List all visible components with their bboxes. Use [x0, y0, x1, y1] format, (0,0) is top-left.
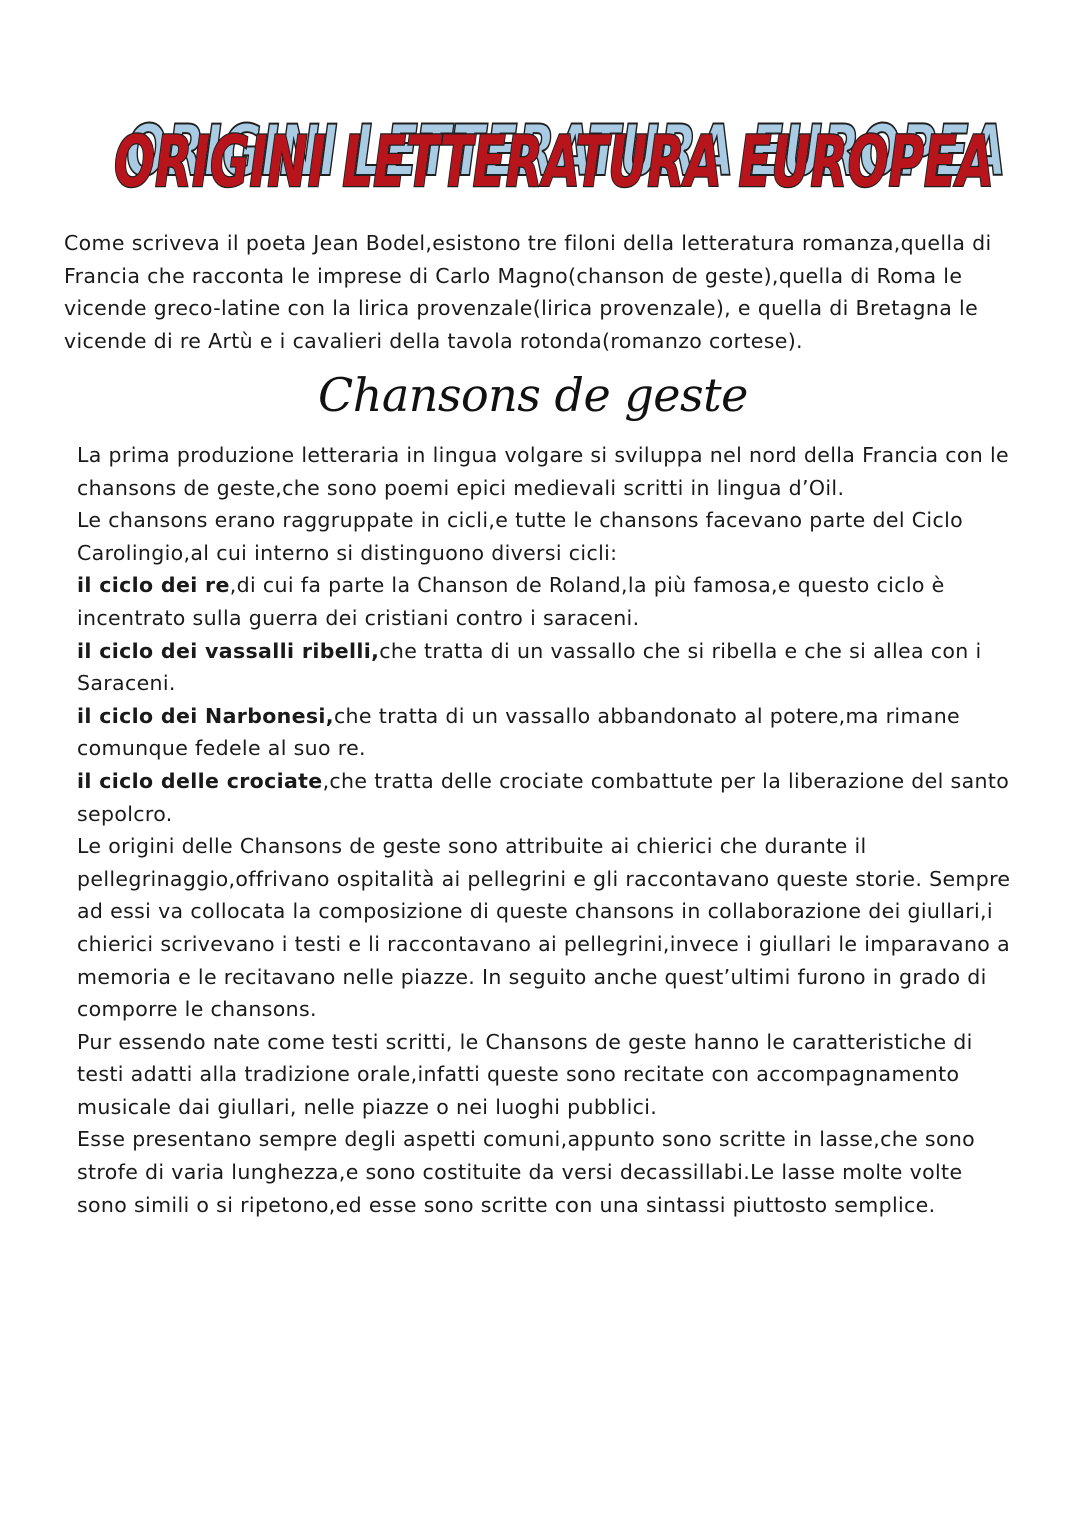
cycle-label: il ciclo delle crociate	[77, 768, 323, 793]
banner-title-shadow: ORIGINI LETTERATURA EUROPEA	[126, 114, 1006, 192]
banner-title: ORIGINI LETTERATURA EUROPEA	[114, 121, 994, 198]
cycle-item	[77, 700, 1017, 765]
cycle-item	[77, 765, 1017, 830]
paragraph-tradizione-orale: Pur essendo nate come testi scritti, le Chansons de geste hanno le caratteristiche di testi adatti alla tradizione orale,infatti queste sono recitate con accompagnamento musicale dai giullari, nelle piazze o nei luoghi pubblici.	[77, 1029, 973, 1119]
cycle-text: ,di cui fa parte la Chanson de Roland,la più famosa,e questo ciclo è incentrato sulla guerra dei cristiani contro i saraceni.	[77, 573, 945, 630]
paragraph-intro-volgare: La prima produzione letteraria in lingua volgare si sviluppa nel nord della Francia con le chansons de geste,che sono poemi epici medievali scritti in lingua d’Oil.	[77, 443, 1009, 500]
intro-paragraph: Come scriveva il poeta Jean Bodel,esistono tre filoni della letteratura romanza,quella di Francia che racconta le imprese di Carlo Magno(chanson de geste),quella di Roma le vicende greco-latine con la lirica provenzale(lirica provenzale), e quella di Bretagna le vicende di re Artù e i cavalieri della tavola rotonda(romanzo cortese).	[64, 231, 992, 353]
section-body	[77, 439, 1017, 1221]
paragraph-origini: Le origini delle Chansons de geste sono attribuite ai chierici che durante il pellegrinaggio,offrivano ospitalità ai pellegrini e gli raccontavano queste storie. Sempre ad essi va collocata la composizione di queste chansons in collaborazione dei giullari,i chierici scrivevano i testi e li raccontavano ai pellegrini,invece i giullari le imparavano a memoria e le recitavano nelle piazze. In seguito anche quest’ultimi furono in grado di comporre le chansons.	[77, 834, 1011, 1022]
cycle-label: il ciclo dei Narbonesi,	[77, 703, 334, 728]
cycle-text: che tratta di un vassallo che si ribella e che si allea con i Saraceni.	[77, 638, 982, 696]
cycle-item	[77, 569, 1017, 634]
cycle-text: che tratta di un vassallo abbandonato al potere,ma rimane comunque fedele al suo re.	[77, 703, 960, 761]
cycle-label: il ciclo dei re	[77, 573, 230, 598]
title-banner	[98, 114, 1012, 198]
section-title: Chansons de geste	[318, 368, 748, 422]
title-banner-graphic	[98, 114, 1012, 198]
paragraph-lasse: Esse presentano sempre degli aspetti comuni,appunto sono scritte in lasse,che sono strofe di varia lunghezza,e sono costituite da versi decassillabi.Le lasse molte volte sono simili o si ripetono,ed esse sono scritte con una sintassi piuttosto semplice.	[77, 1127, 976, 1217]
cycle-label: il ciclo dei vassalli ribelli,	[77, 638, 380, 663]
cycle-text: ,che tratta delle crociate combattute per la liberazione del santo sepolcro.	[77, 768, 1010, 826]
cycle-item	[77, 635, 1017, 700]
paragraph-cicli: Le chansons erano raggruppate in cicli,e tutte le chansons facevano parte del Ciclo Carolingio,al cui interno si distinguono diversi cicli:	[77, 508, 964, 565]
